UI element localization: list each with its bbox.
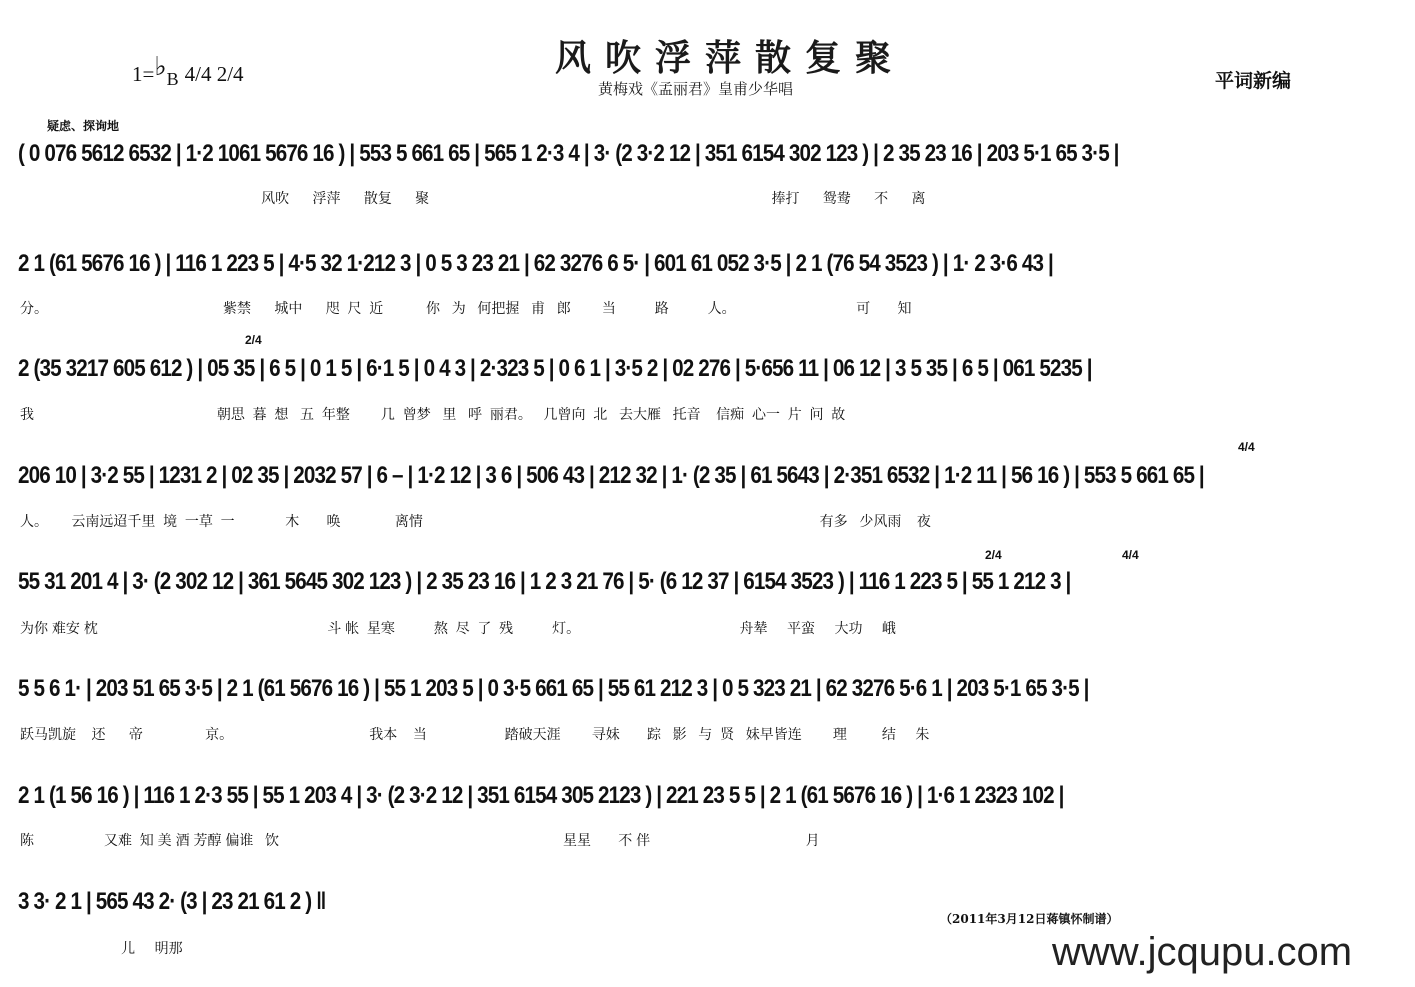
time-change-2-4-b: 2/4 bbox=[985, 548, 1002, 562]
key-note: B bbox=[166, 69, 179, 89]
song-subtitle: 黄梅戏《孟丽君》皇甫少华唱 bbox=[598, 81, 794, 98]
time-change-2-4: 2/4 bbox=[245, 333, 262, 347]
lyric-line-7: 陈 又难 知 美 酒 芳醇 偏谁 饮 星星 不 伴 月 bbox=[20, 832, 820, 848]
arranger-credit: 平词新编 bbox=[1215, 71, 1292, 92]
notation-line-3: 2 (35 3217 605 612 ) | 05 35 | 6 5 | 0 1 5 | 6·1 5 | 0 4 3 | 2·323 5 | 0 6 1 | 3·5 2 | 02 276 | 5·656 11 | 06 12 | 3 5 35 | 6 5 | 061 5235 | bbox=[18, 355, 1092, 382]
notation-line-6: 5 5 6 1· | 203 51 65 3·5 | 2 1 (61 5676 16 ) | 55 1 203 5 | 0 3·5 661 65 | 55 61 212 3 | 0 5 323 21 | 62 3276 5·6 1 | 203 5·1 65 3·5 | bbox=[18, 675, 1089, 702]
notation-line-2: 2 1 (61 5676 16 ) | 116 1 223 5 | 4·5 32 1·212 3 | 0 5 3 23 21 | 62 3276 6 5· | 601 61 052 3·5 | 2 1 (76 54 3523 ) | 1· 2 3·6 43 | bbox=[18, 250, 1053, 277]
notation-line-8: 3 3· 2 1 | 565 43 2· (3 | 23 21 61 2 ) ‖ bbox=[18, 888, 326, 915]
transcription-credit: （2011年3月12日蒋镇怀制谱） bbox=[940, 912, 1119, 926]
lyric-line-5: 为你 难安 枕 斗 帐 星寒 熬 尽 了 残 灯。 舟辇 平蛮 大功 峨 bbox=[20, 620, 896, 636]
notation-line-7: 2 1 (1 56 16 ) | 116 1 2·3 55 | 55 1 203 4 | 3· (2 3·2 12 | 351 6154 305 2123 ) | 221 23 5 5 | 2 1 (61 5676 16 ) | 1·6 1 2323 102 | bbox=[18, 782, 1064, 809]
key-signature bbox=[132, 52, 244, 89]
site-watermark: www.jcqupu.com bbox=[1052, 930, 1353, 974]
lyric-line-1: 风吹 浮萍 散复 聚 捧打 鸳鸯 不 离 bbox=[20, 190, 926, 206]
time-signatures: 4/4 2/4 bbox=[184, 62, 244, 86]
time-change-4-4-b: 4/4 bbox=[1122, 548, 1139, 562]
song-title: 风吹浮萍散复聚 bbox=[555, 37, 906, 79]
flat-icon: ♭ bbox=[154, 52, 167, 81]
notation-line-4: 206 10 | 3·2 55 | 1231 2 | 02 35 | 2032 57 | 6 – | 1·2 12 | 3 6 | 506 43 | 212 32 | 1· (2 35 | 61 5643 | 2·351 6532 | 1·2 11 | 56 16 ) | 553 5 661 65 | bbox=[18, 462, 1204, 489]
notation-line-1: ( 0 076 5612 6532 | 1·2 1061 5676 16 ) | 553 5 661 65 | 565 1 2·3 4 | 3· (2 3·2 12 | 351 6154 302 123 ) | 2 35 23 16 | 203 5·1 65 3·5 | bbox=[18, 140, 1119, 167]
notation-line-5: 55 31 201 4 | 3· (2 302 12 | 361 5645 302 123 ) | 2 35 23 16 | 1 2 3 21 76 | 5· (6 12 37 | 6154 3523 ) | 116 1 223 5 | 55 1 212 3 | bbox=[18, 568, 1071, 595]
lyric-line-4: 人。 云南远迢千里 境 一草 一 木 唤 离情 有多 少风雨 夜 bbox=[20, 513, 931, 529]
lyric-line-6: 跃马凯旋 还 帝 京。 我本 当 踏破天涯 寻妹 踪 影 与 贤 妹早皆连 理 结 朱 bbox=[20, 726, 930, 742]
lyric-line-8: 儿 明那 bbox=[20, 940, 183, 956]
time-change-4-4: 4/4 bbox=[1238, 440, 1255, 454]
key-prefix: 1= bbox=[132, 62, 155, 86]
lyric-line-2: 分。 紫禁 城中 咫 尺 近 你 为 何把握 甫 郎 当 路 人。 可 知 bbox=[20, 300, 912, 316]
lyric-line-3: 我 朝思 暮 想 五 年整 几 曾梦 里 呼 丽君。 几曾向 北 去大雁 托音 信痴 心一 片 问 故 bbox=[20, 406, 846, 422]
expression-marking: 疑虑、探询地 bbox=[47, 119, 120, 133]
